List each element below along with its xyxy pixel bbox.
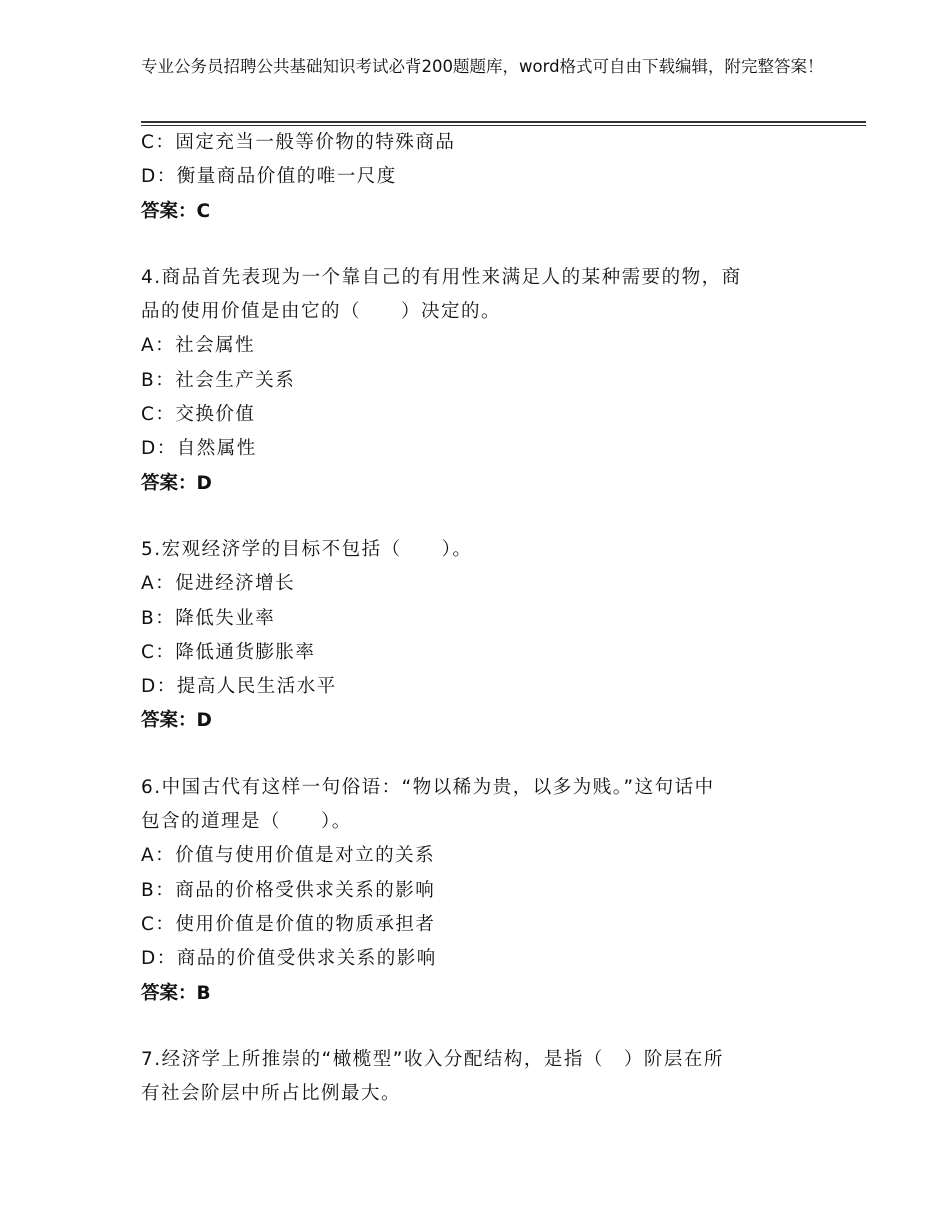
option-b: B：社会生产关系 — [141, 369, 296, 391]
question-stem-line: 5.宏观经济学的目标不包括（ ）。 — [141, 538, 473, 560]
option-b: B：降低失业率 — [141, 607, 276, 629]
answer: 答案：D — [141, 472, 212, 494]
option-a: A：促进经济增长 — [141, 573, 296, 595]
option-c: C：降低通货膨胀率 — [141, 641, 316, 663]
option-d: D：商品的价值受供求关系的影响 — [141, 948, 437, 970]
question-stem-line: 有社会阶层中所占比例最大。 — [141, 1083, 402, 1105]
option-d: D：提高人民生活水平 — [141, 676, 337, 698]
option-a: A：价值与使用价值是对立的关系 — [141, 845, 436, 867]
option-c: C：交换价值 — [141, 404, 256, 426]
option-c: C：使用价值是价值的物质承担者 — [141, 913, 436, 935]
header-rule-thick — [141, 121, 866, 123]
question-3-tail — [141, 126, 801, 229]
question-7 — [141, 1043, 801, 1112]
option-d: D：衡量商品价值的唯一尺度 — [141, 166, 397, 188]
option-c: C：固定充当一般等价物的特殊商品 — [141, 132, 456, 153]
question-stem-line: 7.经济学上所推崇的“橄榄型”收入分配结构，是指（ ）阶层在所 — [141, 1048, 724, 1070]
question-stem-line: 4.商品首先表现为一个靠自己的有用性来满足人的某种需要的物，商 — [141, 266, 742, 288]
question-5 — [141, 533, 801, 739]
option-d: D：自然属性 — [141, 438, 257, 460]
page-header-text: 专业公务员招聘公共基础知识考试必背200题题库，word格式可自由下载编辑，附完整答案！ — [141, 57, 824, 76]
option-a: A：社会属性 — [141, 335, 256, 357]
question-stem-line: 品的使用价值是由它的（ ）决定的。 — [141, 301, 502, 323]
question-6 — [141, 771, 801, 1011]
question-stem-line: 6.中国古代有这样一句俗语：“物以稀为贵，以多为贱。”这句话中 — [141, 776, 715, 798]
answer: 答案：B — [141, 982, 211, 1004]
document-content — [141, 126, 801, 1111]
question-4 — [141, 261, 801, 501]
question-stem-line: 包含的道理是（ ）。 — [141, 811, 352, 833]
answer: 答案：D — [141, 710, 212, 732]
answer: 答案：C — [141, 200, 211, 222]
option-b: B：商品的价格受供求关系的影响 — [141, 879, 436, 901]
